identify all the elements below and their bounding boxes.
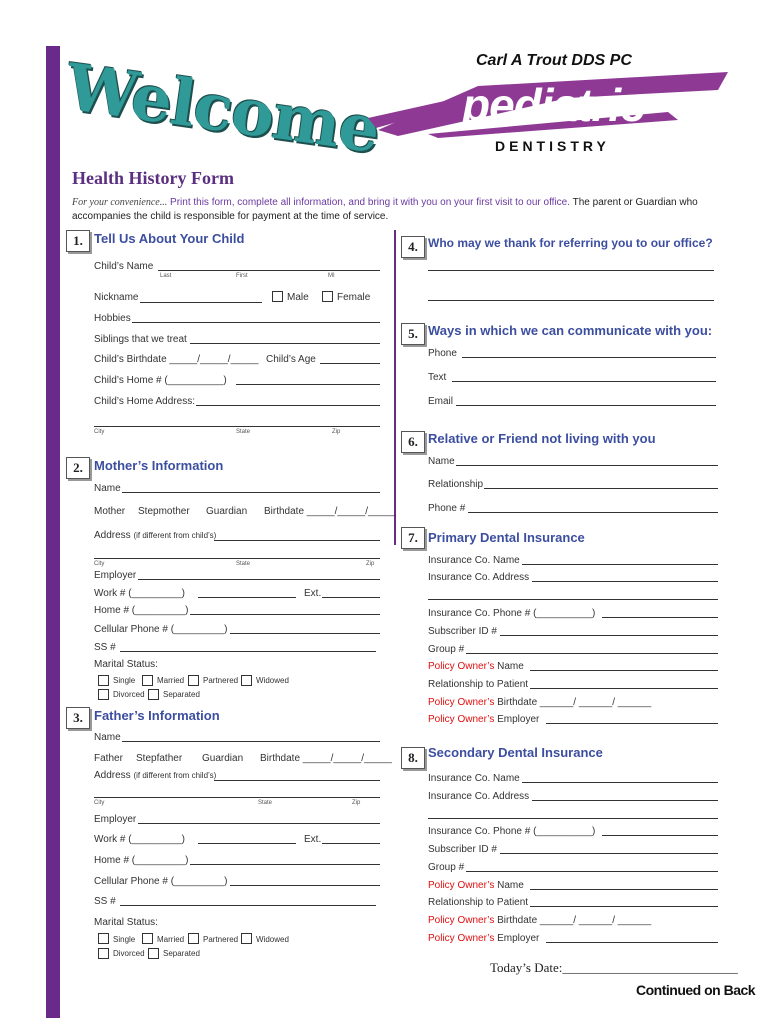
father-employer-field[interactable] (138, 823, 380, 824)
label-primary-ins-phone: Insurance Co. Phone # (__________) (428, 608, 596, 619)
label-primary-owner-birthdate: Policy Owner’s Birthdate ______/ ______/ ______ (428, 697, 652, 708)
label-mother-birthdate: Birthdate _____/_____/_____ (264, 506, 396, 517)
primary-subscriber-field[interactable] (500, 635, 718, 636)
clinic-name: Carl A Trout DDS PC (476, 52, 632, 69)
father-ss-field[interactable] (120, 905, 376, 906)
label-primary-subscriber: Subscriber ID # (428, 626, 497, 637)
father-separated-checkbox[interactable] (148, 948, 159, 959)
section-title-father: Father’s Information (94, 708, 220, 723)
label-state: State (258, 800, 273, 806)
label-city: City (94, 429, 105, 435)
child-home-phone-field[interactable] (236, 384, 380, 385)
label-secondary-ins-address: Insurance Co. Address (428, 791, 530, 802)
referral-field-1[interactable] (428, 270, 714, 271)
label-relative-relationship: Relationship (428, 479, 484, 490)
section-number-4: 4. (401, 236, 425, 258)
section-title-secondary-insurance: Secondary Dental Insurance (428, 745, 603, 760)
mother-cell-field[interactable] (230, 633, 380, 634)
father-work-field[interactable] (198, 843, 296, 844)
label-father-work: Work # (_________) (94, 834, 185, 845)
relative-relationship-field[interactable] (484, 488, 718, 489)
label-mother-name: Name (94, 483, 121, 494)
label-father-home: Home # (_________) (94, 855, 189, 866)
label-mother-employer: Employer (94, 570, 137, 581)
secondary-relationship-field[interactable] (530, 906, 718, 907)
label-zip: Zip (352, 800, 361, 806)
todays-date: Today’s Date:___________________________ (490, 960, 738, 975)
brand-word: pediatric (462, 79, 645, 131)
hobbies-field[interactable] (132, 322, 380, 323)
left-accent-bar (46, 46, 60, 1018)
section-title-communicate: Ways in which we can communicate with you: (428, 323, 713, 338)
father-cell-field[interactable] (230, 885, 380, 886)
father-name-field[interactable] (122, 741, 380, 742)
primary-owner-employer-field[interactable] (546, 723, 718, 724)
label-relative-name: Name (428, 456, 455, 467)
label-comm-email: Email (428, 396, 454, 407)
mother-work-field[interactable] (198, 597, 296, 598)
label-secondary-subscriber: Subscriber ID # (428, 844, 497, 855)
secondary-owner-employer-field[interactable] (546, 942, 718, 943)
mother-partnered-checkbox[interactable] (188, 675, 199, 686)
child-age-field[interactable] (320, 363, 380, 364)
mother-employer-field[interactable] (138, 579, 380, 580)
option-guardian[interactable]: Guardian (206, 506, 248, 517)
label-first: First (236, 273, 248, 279)
mother-single-checkbox[interactable] (98, 675, 109, 686)
form-intro (72, 196, 722, 224)
label-divorced: Divorced (113, 690, 145, 699)
section-number-8: 8. (401, 747, 425, 769)
label-separated: Separated (163, 949, 200, 958)
intro-italic: For your convenience... (72, 197, 168, 208)
section-title-relative: Relative or Friend not living with you (428, 431, 656, 446)
form-title: Health History Form (72, 168, 234, 188)
label-primary-owner-employer: Policy Owner’s Employer (428, 714, 540, 725)
label-child-home-phone: Child’s Home # (__________) (94, 375, 227, 386)
label-divorced: Divorced (113, 949, 145, 958)
father-home-field[interactable] (190, 864, 380, 865)
comm-text-field[interactable] (452, 381, 716, 382)
father-married-checkbox[interactable] (142, 933, 153, 944)
label-primary-group: Group # (428, 644, 465, 655)
mother-city-line[interactable] (94, 558, 380, 559)
label-female: Female (337, 292, 371, 303)
relative-name-field[interactable] (456, 465, 718, 466)
father-ext-field[interactable] (322, 843, 380, 844)
label-married: Married (157, 935, 185, 944)
label-widowed: Widowed (256, 676, 289, 685)
label-single: Single (113, 676, 136, 685)
primary-ins-address-field[interactable] (532, 581, 718, 582)
label-relative-phone: Phone # (428, 503, 466, 514)
label-child-home-address: Child’s Home Address: (94, 396, 195, 407)
father-single-checkbox[interactable] (98, 933, 109, 944)
label-secondary-ins-name: Insurance Co. Name (428, 773, 520, 784)
option-father[interactable]: Father (94, 753, 123, 764)
section-number-3: 3. (66, 707, 90, 729)
intro-payment-note: The parent or Guardian who accompanies the child is responsible for payment at the time of service. (72, 197, 698, 222)
section-title-child: Tell Us About Your Child (94, 231, 245, 246)
section-title-referral: Who may we thank for referring you to our office? (428, 236, 713, 250)
label-city: City (94, 561, 105, 567)
secondary-group-field[interactable] (466, 871, 718, 872)
label-nickname: Nickname (94, 292, 139, 303)
welcome-heading: Welcome (61, 50, 384, 169)
section-number-7: 7. (401, 527, 425, 549)
option-guardian[interactable]: Guardian (202, 753, 244, 764)
secondary-ins-address-field-2[interactable] (428, 818, 718, 819)
option-stepfather[interactable]: Stepfather (136, 753, 183, 764)
primary-owner-name-field[interactable] (530, 670, 718, 671)
father-partnered-checkbox[interactable] (188, 933, 199, 944)
section-number-6: 6. (401, 431, 425, 453)
primary-group-field[interactable] (466, 653, 718, 654)
label-city: City (94, 800, 105, 806)
label-father-cell: Cellular Phone # (_________) (94, 876, 228, 887)
option-stepmother[interactable]: Stepmother (138, 506, 190, 517)
mother-ext-field[interactable] (322, 597, 380, 598)
section-number-5: 5. (401, 323, 425, 345)
label-partnered: Partnered (203, 676, 239, 685)
label-primary-relationship: Relationship to Patient (428, 679, 529, 690)
label-single: Single (113, 935, 136, 944)
secondary-ins-address-field[interactable] (532, 800, 718, 801)
mother-separated-checkbox[interactable] (148, 689, 159, 700)
male-checkbox[interactable] (272, 291, 283, 302)
label-widowed: Widowed (256, 935, 289, 944)
siblings-field[interactable] (190, 343, 380, 344)
label-mother-address: Address (if different from child’s) (94, 530, 217, 541)
section-title-primary-insurance: Primary Dental Insurance (428, 530, 585, 545)
mother-divorced-checkbox[interactable] (98, 689, 109, 700)
label-secondary-relationship: Relationship to Patient (428, 897, 529, 908)
label-secondary-owner-birthdate: Policy Owner’s Birthdate ______/ ______/ ______ (428, 915, 652, 926)
mother-address-field[interactable] (214, 540, 380, 541)
label-last: Last (160, 273, 172, 279)
label-father-address: Address (if different from child’s) (94, 770, 217, 781)
label-comm-phone: Phone (428, 348, 457, 359)
referral-field-2[interactable] (428, 300, 714, 301)
label-child-birthdate: Child’s Birthdate _____/_____/_____ (94, 354, 259, 365)
label-father-name: Name (94, 732, 121, 743)
comm-phone-field[interactable] (462, 357, 716, 358)
father-address-field[interactable] (214, 780, 380, 781)
section-title-mother: Mother’s Information (94, 458, 224, 473)
label-mother-work: Work # (_________) (94, 588, 185, 599)
label-mother-ss: SS # (94, 642, 116, 653)
father-divorced-checkbox[interactable] (98, 948, 109, 959)
label-father-ext: Ext. (304, 834, 322, 845)
column-divider (394, 230, 396, 545)
label-child-age: Child’s Age (266, 354, 316, 365)
option-mother[interactable]: Mother (94, 506, 126, 517)
mother-widowed-checkbox[interactable] (241, 675, 252, 686)
label-state: State (236, 561, 251, 567)
nickname-field[interactable] (140, 302, 262, 303)
label-father-employer: Employer (94, 814, 137, 825)
section-number-2: 2. (66, 457, 90, 479)
child-address-field[interactable] (196, 405, 380, 406)
secondary-ins-phone-field[interactable] (602, 835, 718, 836)
secondary-ins-name-field[interactable] (522, 782, 718, 783)
label-zip: Zip (332, 429, 341, 435)
label-primary-owner-name: Policy Owner’s Name (428, 661, 524, 672)
secondary-subscriber-field[interactable] (500, 853, 718, 854)
label-secondary-group: Group # (428, 862, 465, 873)
female-checkbox[interactable] (322, 291, 333, 302)
father-widowed-checkbox[interactable] (241, 933, 252, 944)
label-mother-ext: Ext. (304, 588, 322, 599)
mother-ss-field[interactable] (120, 651, 376, 652)
label-secondary-ins-phone: Insurance Co. Phone # (__________) (428, 826, 596, 837)
label-primary-ins-name: Insurance Co. Name (428, 555, 520, 566)
label-mother-home: Home # (_________) (94, 605, 189, 616)
mother-married-checkbox[interactable] (142, 675, 153, 686)
continued-on-back: Continued on Back (636, 982, 756, 998)
childs-name-field[interactable] (158, 270, 380, 271)
mother-home-field[interactable] (190, 614, 380, 615)
label-married: Married (157, 676, 185, 685)
primary-relationship-field[interactable] (530, 688, 718, 689)
primary-ins-address-field-2[interactable] (428, 599, 718, 600)
mother-name-field[interactable] (122, 492, 380, 493)
label-childs-name: Child’s Name (94, 261, 154, 272)
label-hobbies: Hobbies (94, 313, 131, 324)
secondary-owner-name-field[interactable] (530, 889, 718, 890)
label-siblings: Siblings that we treat (94, 334, 187, 345)
label-father-marital: Marital Status: (94, 917, 158, 928)
father-city-line[interactable] (94, 797, 380, 798)
brand-subtitle: DENTISTRY (495, 138, 610, 154)
label-father-birthdate: Birthdate _____/_____/_____ (260, 753, 392, 764)
label-separated: Separated (163, 690, 200, 699)
label-secondary-owner-employer: Policy Owner’s Employer (428, 933, 540, 944)
label-primary-ins-address: Insurance Co. Address (428, 572, 530, 583)
label-mother-marital: Marital Status: (94, 659, 158, 670)
intro-instruction: Print this form, complete all information, and bring it with you on your first visit to our office. (170, 197, 571, 208)
primary-ins-phone-field[interactable] (602, 617, 718, 618)
comm-email-field[interactable] (456, 405, 716, 406)
label-mother-cell: Cellular Phone # (_________) (94, 624, 228, 635)
label-mi: MI (328, 273, 335, 279)
child-city-line[interactable] (94, 426, 380, 427)
relative-phone-field[interactable] (468, 512, 718, 513)
label-father-ss: SS # (94, 896, 116, 907)
label-zip: Zip (366, 561, 375, 567)
label-partnered: Partnered (203, 935, 239, 944)
primary-ins-name-field[interactable] (522, 564, 718, 565)
section-number-1: 1. (66, 230, 90, 252)
label-male: Male (287, 292, 309, 303)
label-comm-text: Text (428, 372, 447, 383)
label-state: State (236, 429, 251, 435)
label-secondary-owner-name: Policy Owner’s Name (428, 880, 524, 891)
